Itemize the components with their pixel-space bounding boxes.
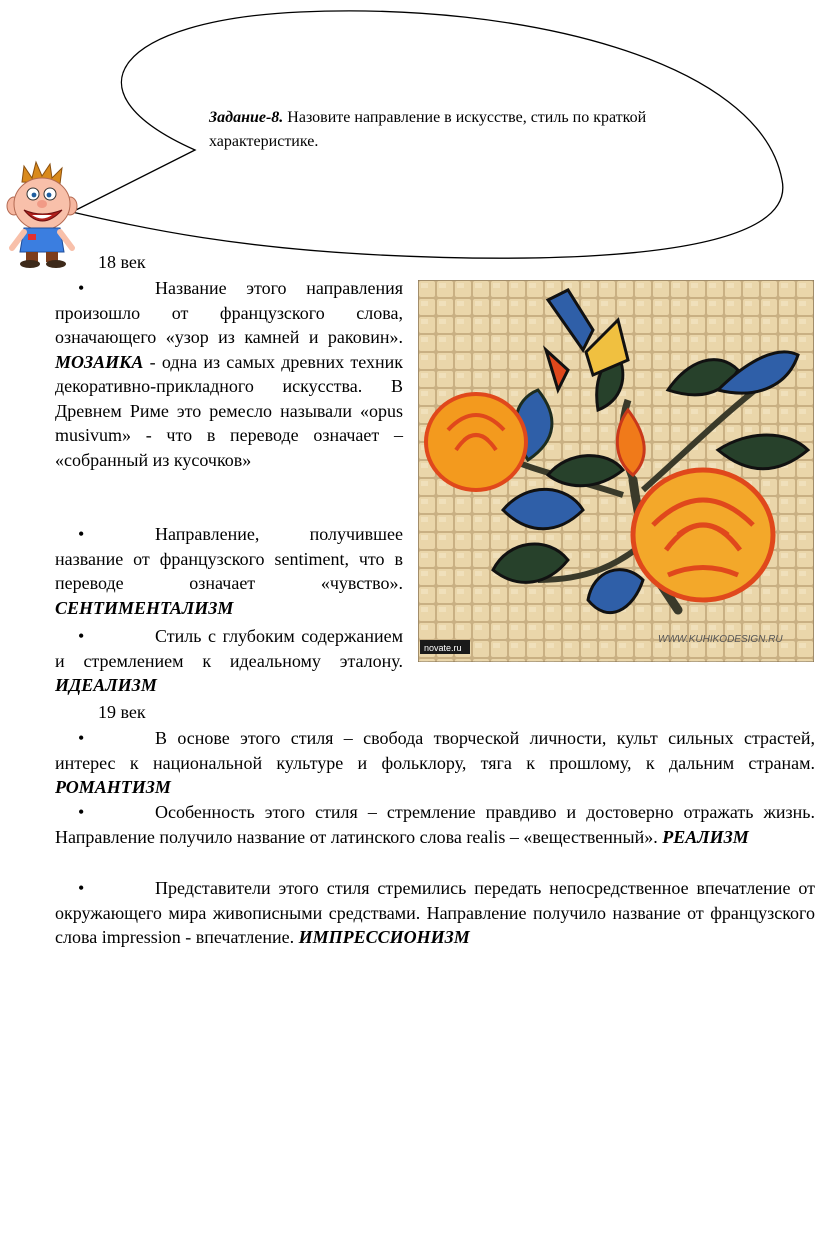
keyword-impressionism: ИМПРЕССИОНИЗМ: [298, 927, 470, 947]
task-heading: [209, 106, 679, 154]
task-text: Назовите направление в искусстве, стиль по краткой характеристике.: [209, 109, 647, 150]
watermark-right: WWW.KUHIKODESIGN.RU: [658, 634, 783, 645]
bullet-icon: •: [78, 802, 85, 822]
list-item-sentimentalism: • Направление, получившее название от французского sentiment, что в переводе означает «чувство». СЕНТИМЕНТАЛИЗМ: [55, 524, 403, 618]
cartoon-boy-icon: [4, 160, 80, 270]
mosaic-flower-image: [418, 280, 814, 662]
bullet-icon: •: [78, 728, 85, 748]
century-18-heading: 18 век: [98, 252, 146, 272]
list-item-realism: • Особенность этого стиля – стремление правдиво и достоверно отражать жизнь. Направление получило название от латинского слова realis – «вещественный». РЕАЛИЗМ: [55, 802, 815, 847]
list-item-impressionism: • Представители этого стиля стремились передать непосредственное впечатление от окружающего мира живописными средствами. Направление получило название от французского слова impression - впечатление. ИМПРЕССИОНИЗМ: [55, 878, 815, 947]
bullet-icon: •: [78, 626, 85, 646]
keyword-idealism: ИДЕАЛИЗМ: [55, 675, 157, 695]
bullet-icon: •: [78, 524, 85, 544]
keyword-realism: РЕАЛИЗМ: [662, 826, 749, 847]
bullet-icon: •: [78, 278, 85, 298]
watermark-left: novate.ru: [424, 643, 462, 653]
list-item-idealism: • Стиль с глубоким содержанием и стремлением к идеальному эталону. ИДЕАЛИЗМ: [55, 626, 403, 695]
task-label: Задание-8.: [209, 109, 284, 126]
list-item-romanticism: • В основе этого стиля – свобода творческой личности, культ сильных страстей, интерес к национальной культуре и фольклору, тяга к прошлому, к дальним странам. РОМАНТИЗМ: [55, 728, 815, 797]
century-19-heading: 19 век: [98, 702, 146, 722]
keyword-sentimentalism: СЕНТИМЕНТАЛИЗМ: [55, 597, 234, 618]
bullet-icon: •: [78, 878, 85, 898]
keyword-mosaic: МОЗАИКА: [55, 351, 144, 372]
keyword-romanticism: РОМАНТИЗМ: [55, 777, 171, 797]
list-item-mosaic: • Название этого направления произошло от французского слова, означающего «узор из камней и раковин». МОЗАИКА - одна из самых древних техник декоративно-прикладного искусства. В Древнем Риме это ремесло называли «opus musivum» - что в переводе означает – «собранный из кусочков»: [55, 278, 403, 470]
